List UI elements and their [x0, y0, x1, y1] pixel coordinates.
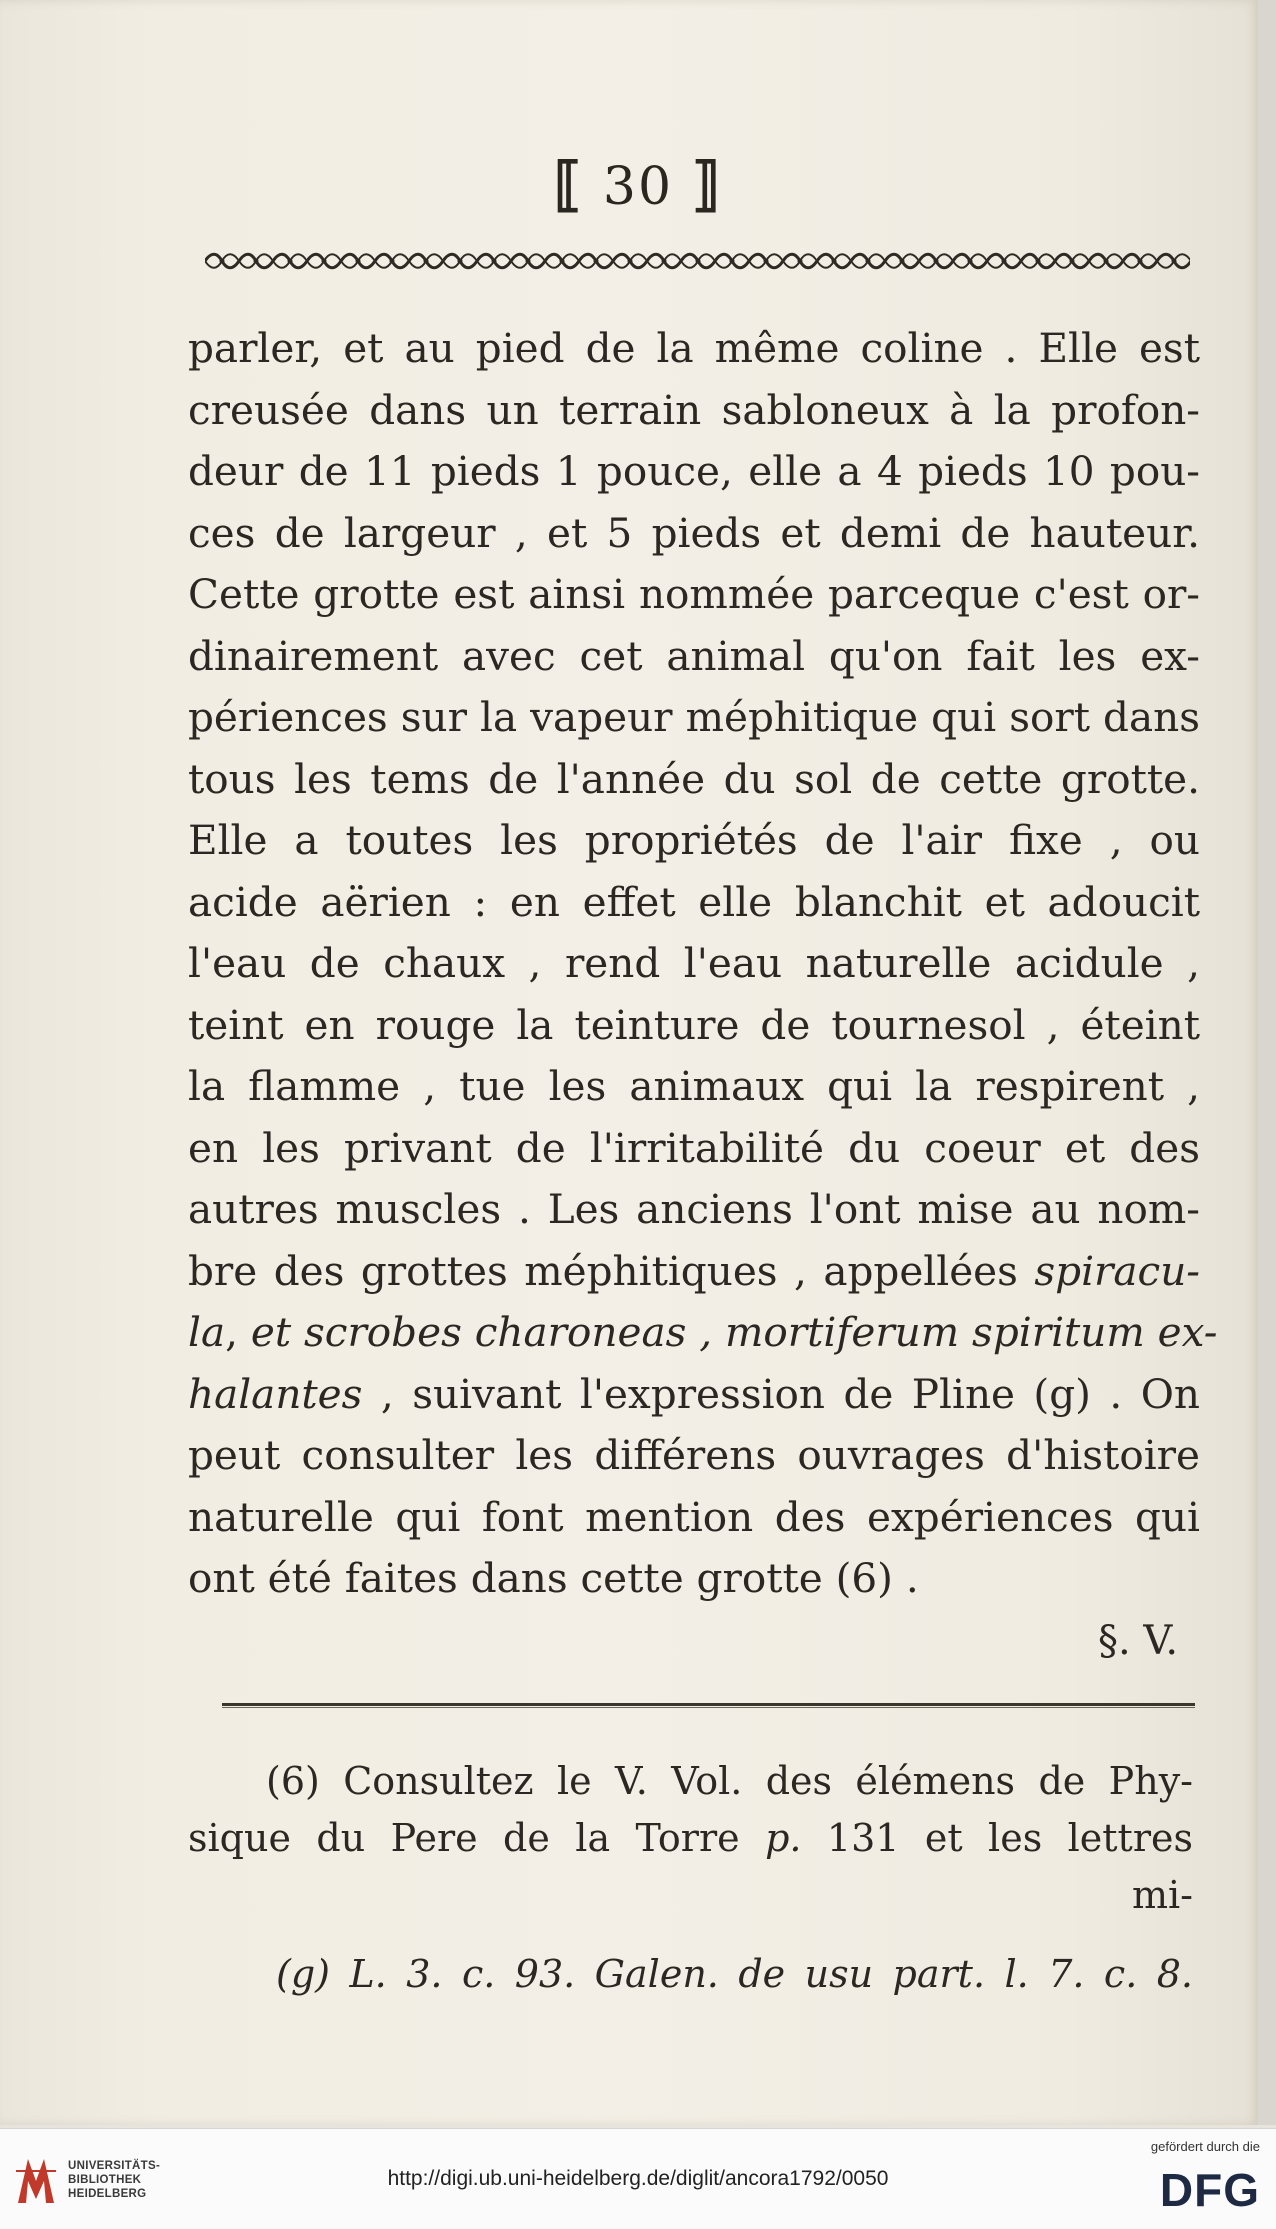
page-header: [0, 150, 1276, 218]
footnote-line: mi-: [1131, 1873, 1193, 1917]
permalink-url[interactable]: http://digi.ub.uni-heidelberg.de/diglit/ancora1792/0050: [387, 2167, 889, 2190]
page-number: 30: [602, 157, 674, 217]
footnote-line: (6) Consultez le V. Vol. des élémens de Phy-: [266, 1759, 1193, 1803]
library-name-line: HEIDELBERG: [68, 2188, 147, 2200]
decorative-rule-ornament: [205, 250, 1190, 272]
italic-segment: la: [188, 1308, 226, 1356]
italic-segment: et scrobes charoneas , mortiferum spiritum ex-: [250, 1308, 1218, 1356]
text-line: acide aërien : en effet elle blanchit et adoucit: [188, 877, 1200, 926]
library-name-line: UNIVERSITÄTS-: [68, 2160, 161, 2172]
funded-by-label: gefördert durch die: [1150, 2139, 1260, 2154]
italic-segment: spiracu-: [1034, 1246, 1200, 1295]
text-line: en les privant de l'irritabilité du coeur et des: [188, 1123, 1200, 1172]
text-line: dinairement avec cet animal qu'on fait les ex-: [188, 631, 1200, 680]
text-line: ont été faites dans cette grotte (6) .: [188, 1554, 919, 1602]
text-line: [188, 1241, 1200, 1303]
italic-segment: p.: [765, 1816, 802, 1860]
bracket-close: ⟧: [691, 150, 723, 218]
text-line: [188, 1364, 1200, 1426]
text-line: la flamme , tue les animaux qui la respirent ,: [188, 1062, 1200, 1110]
text-line: [188, 1302, 1218, 1364]
text-segment: bre des grottes méphitiques , appellées: [188, 1246, 1018, 1295]
footnotes: [188, 1753, 1193, 2003]
text-line: Cette grotte est ainsi nommée parceque c'est or-: [188, 570, 1200, 618]
text-line: l'eau de chaux , rend l'eau naturelle acidule ,: [188, 939, 1200, 987]
text-line: creusée dans un terrain sabloneux à la profon-: [188, 385, 1200, 434]
text-segment: 131 et les lettres: [826, 1816, 1193, 1860]
page-edge: [1258, 0, 1276, 2125]
text-line: deur de 11 pieds 1 pouce, elle a 4 pieds 10 pou-: [188, 447, 1200, 495]
text-line: teint en rouge la teinture de tournesol , éteint: [188, 1000, 1200, 1049]
library-name-line: BIBLIOTHEK: [68, 2174, 142, 2186]
text-line: périences sur la vapeur méphitique qui sort dans: [188, 693, 1200, 741]
text-line: parler, et au pied de la même coline . Elle est: [188, 324, 1200, 372]
italic-segment: halantes: [188, 1369, 363, 1418]
footnote-separator: [222, 1703, 1195, 1708]
text-line: Elle a toutes les propriétés de l'air fixe , ou: [188, 816, 1200, 864]
text-line: ces de largeur , et 5 pieds et demi de hauteur.: [188, 508, 1200, 557]
text-line: tous les tems de l'année du sol de cette grotte.: [188, 754, 1200, 803]
text-line: naturelle qui font mention des expériences qui: [188, 1492, 1200, 1541]
bracket-open: ⟦: [553, 150, 585, 218]
text-line: autres muscles . Les anciens l'ont mise au nom-: [188, 1185, 1200, 1233]
footnote-line: (g) L. 3. c. 93. Galen. de usu part. l. 7. c. 8.: [276, 1952, 1193, 1996]
main-text: [188, 318, 1218, 1610]
viewer-footer: [0, 2128, 1276, 2229]
next-section-catchword: §. V.: [1098, 1618, 1179, 1664]
footnote-line: [188, 1810, 1193, 1867]
dfg-logo[interactable]: DFG: [1159, 2164, 1260, 2216]
text-segment: , suivant l'expression de Pline (g) . On: [380, 1369, 1201, 1418]
text-segment: ,: [225, 1308, 251, 1356]
text-line: peut consulter les différens ouvrages d'histoire: [188, 1431, 1200, 1479]
text-segment: sique du Pere de la Torre: [188, 1816, 740, 1860]
